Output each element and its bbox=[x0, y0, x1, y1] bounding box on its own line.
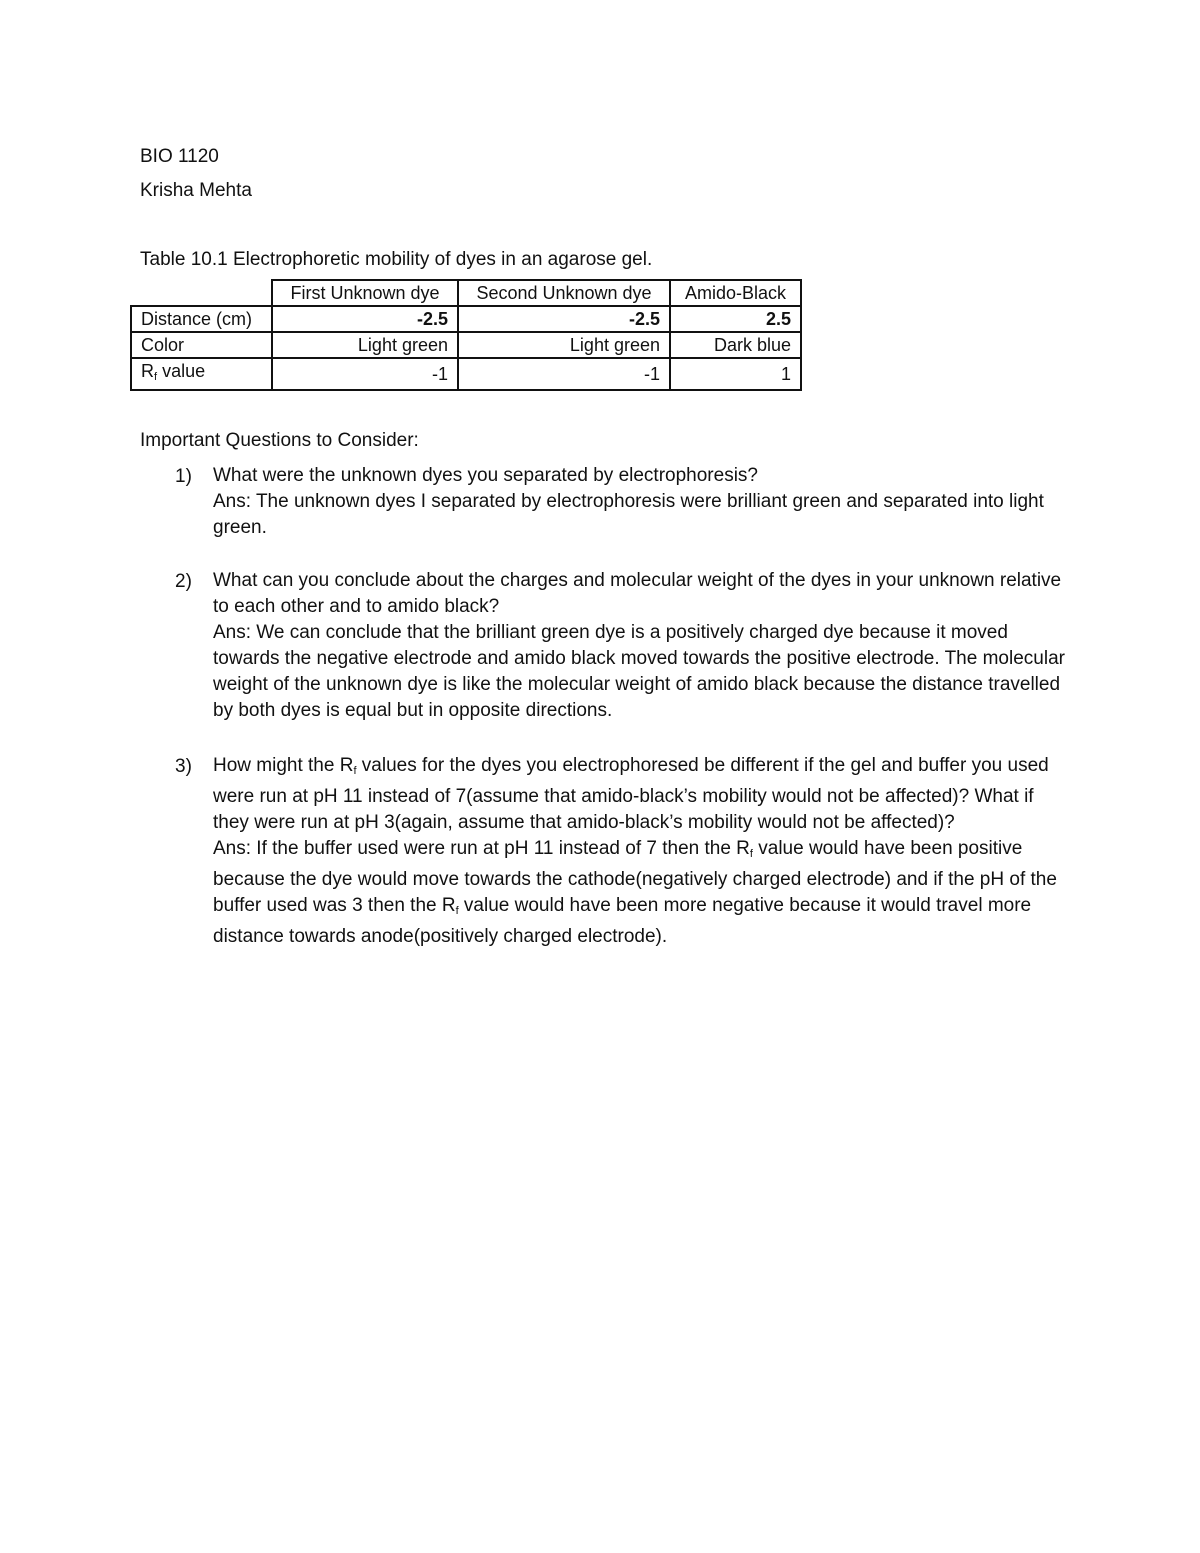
table-corner-cell bbox=[131, 280, 272, 306]
rf-subscript: f bbox=[455, 905, 459, 917]
table-cell: 1 bbox=[670, 358, 801, 390]
rf-subscript: f bbox=[749, 848, 753, 860]
table-cell: Light green bbox=[272, 332, 458, 358]
answer-text: Ans: We can conclude that the brilliant green dye is a positively charged dye because it moved towards the negative electrode and amido black moved towards the positive electrode. The molecular weight of the unknown dye is like the molecular weight of amido black because the distance travelled by both dyes is equal but in opposite directions. bbox=[213, 622, 1065, 721]
answer-text bbox=[213, 836, 1073, 950]
question-block bbox=[213, 568, 1073, 724]
student-name: Krisha Mehta bbox=[140, 180, 252, 201]
table-row bbox=[131, 332, 801, 358]
table-header-row bbox=[131, 280, 801, 306]
question-text-part: values for the dyes you electrophoresed be different if the gel and buffer you used were run at pH 11 instead of 7(assume that amido-black’s mobility would not be affected)? What if they were run at pH 3(again, assume that amido-black’s mobility would not be affected)? bbox=[213, 755, 1049, 833]
rf-subscript: f bbox=[353, 765, 357, 777]
table-row bbox=[131, 358, 801, 390]
question-text: What were the unknown dyes you separated by electrophoresis? bbox=[213, 465, 758, 486]
table-cell: Light green bbox=[458, 332, 670, 358]
table-caption: Table 10.1 Electrophoretic mobility of dyes in an agarose gel. bbox=[140, 249, 653, 270]
questions-heading: Important Questions to Consider: bbox=[140, 430, 419, 451]
table-row bbox=[131, 306, 801, 332]
question-text: What can you conclude about the charges and molecular weight of the dyes in your unknown relative to each other and to amido black? bbox=[213, 570, 1062, 617]
question-number: 2) bbox=[175, 571, 192, 592]
course-code: BIO 1120 bbox=[140, 146, 219, 167]
rf-label-rest: value bbox=[157, 361, 206, 381]
question-text bbox=[213, 753, 1073, 836]
question-number: 3) bbox=[175, 756, 192, 777]
row-header bbox=[131, 358, 272, 390]
question-block bbox=[213, 753, 1073, 950]
answer-text-part: value would have been positive because the dye would move towards the cathode(negatively charged electrode) and if the pH of the buffer used was 3 then the R bbox=[213, 838, 1057, 916]
table-cell: -1 bbox=[458, 358, 670, 390]
answer-text: Ans: The unknown dyes I separated by electrophoresis were brilliant green and separated into light green. bbox=[213, 491, 1044, 538]
table-cell: -2.5 bbox=[272, 306, 458, 332]
answer-text-part: value would have been more negative because it would travel more distance towards anode(positively charged electrode). bbox=[213, 895, 1032, 947]
column-header: Amido-Black bbox=[670, 280, 801, 306]
answer-text-part: Ans: If the buffer used were run at pH 11 instead of 7 then the R bbox=[213, 838, 750, 859]
table-cell: -2.5 bbox=[458, 306, 670, 332]
column-header: First Unknown dye bbox=[272, 280, 458, 306]
dye-mobility-table bbox=[130, 279, 802, 391]
table-cell: Dark blue bbox=[670, 332, 801, 358]
row-header: Distance (cm) bbox=[131, 306, 272, 332]
question-block bbox=[213, 463, 1073, 541]
table-cell: -1 bbox=[272, 358, 458, 390]
table-cell: 2.5 bbox=[670, 306, 801, 332]
rf-subscript: f bbox=[154, 371, 158, 383]
rf-symbol: R bbox=[141, 361, 154, 381]
column-header: Second Unknown dye bbox=[458, 280, 670, 306]
question-number: 1) bbox=[175, 466, 192, 487]
question-text-part: How might the R bbox=[213, 755, 354, 776]
row-header: Color bbox=[131, 332, 272, 358]
